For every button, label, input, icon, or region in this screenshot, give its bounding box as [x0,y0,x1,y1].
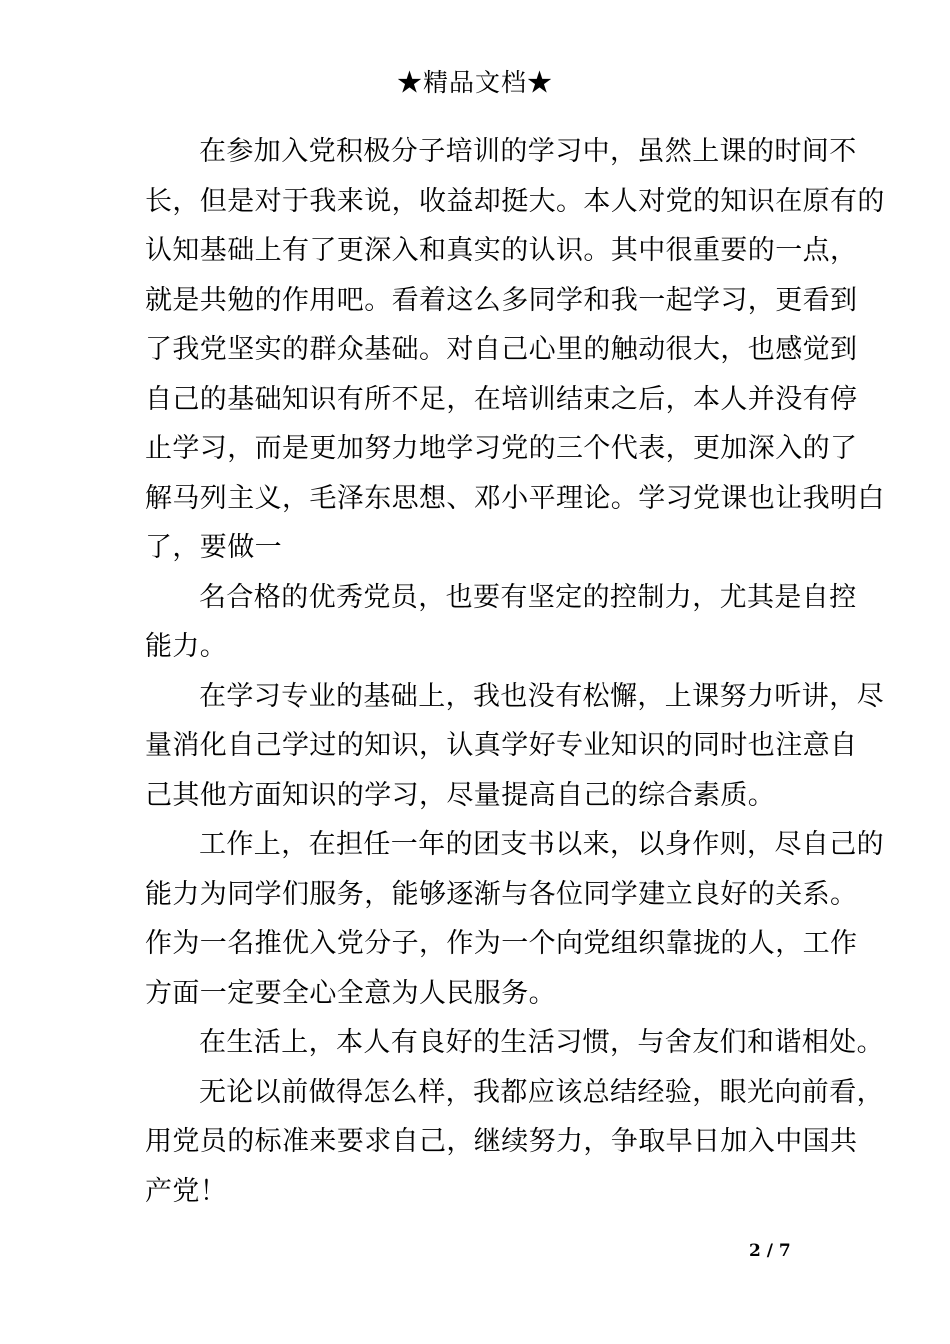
paragraph-conclusion [145,1068,884,1217]
paragraph-line: 量消化自己学过的知识，认真学好专业知识的同时也注意自 [145,730,858,761]
paragraph-line: 方面一定要全心全意为人民服务。 [145,977,556,1009]
paragraph-line: 就是共勉的作用吧。看着这么多同学和我一起学习，更看到 [145,284,858,316]
paragraph-line: 自己的基础知识有所不足，在培训结束之后，本人并没有停 [145,383,858,415]
paragraph-line: 在生活上，本人有良好的生活习惯，与舍友们和谐相处。 [199,1027,884,1058]
paragraph-line: 产党！ [145,1175,228,1207]
paragraph-line: 了我党坚实的群众基础。对自己心里的触动很大，也感觉到 [145,334,858,365]
page-number: 2 / 7 [749,1241,791,1261]
document-body [145,127,885,1216]
paragraph-line: 在参加入党积极分子培训的学习中，虽然上课的时间不 [199,136,857,167]
paragraph-line: 己其他方面知识的学习，尽量提高自己的综合素质。 [145,779,776,811]
paragraph-line: 工作上，在担任一年的团支书以来，以身作则，尽自己的 [199,829,884,860]
paragraph-line: 了，要做一 [145,532,282,563]
paragraph-party-training [145,127,885,573]
paragraph-line: 名合格的优秀党员，也要有坚定的控制力，尤其是自控 [199,581,857,613]
paragraph-line: 用党员的标准来要求自己，继续努力，争取早日加入中国共 [145,1126,858,1157]
paragraph-line: 长，但是对于我来说，收益却挺大。本人对党的知识在原有的 [145,185,885,217]
paragraph-work [145,820,884,1018]
page-header-title: ★精品文档★ [396,68,553,97]
paragraph-line: 解马列主义，毛泽东思想、邓小平理论。学习党课也让我明白 [145,482,885,514]
paragraph-study [145,672,884,821]
paragraph-line: 无论以前做得怎么样，我都应该总结经验，眼光向前看， [199,1076,884,1108]
paragraph-line: 能力为同学们服务，能够逐渐与各位同学建立良好的关系。 [145,878,858,910]
paragraph-life [145,1018,884,1068]
paragraph-line: 止学习，而是更加努力地学习党的三个代表，更加深入的了 [145,433,858,464]
paragraph-line: 作为一名推优入党分子，作为一个向党组织靠拢的人，工作 [145,928,858,959]
paragraph-line: 认知基础上有了更深入和真实的认识。其中很重要的一点， [145,235,858,266]
paragraph-self-control [145,573,857,672]
paragraph-line: 能力。 [145,631,228,662]
paragraph-line: 在学习专业的基础上，我也没有松懈，上课努力听讲，尽 [199,680,884,712]
